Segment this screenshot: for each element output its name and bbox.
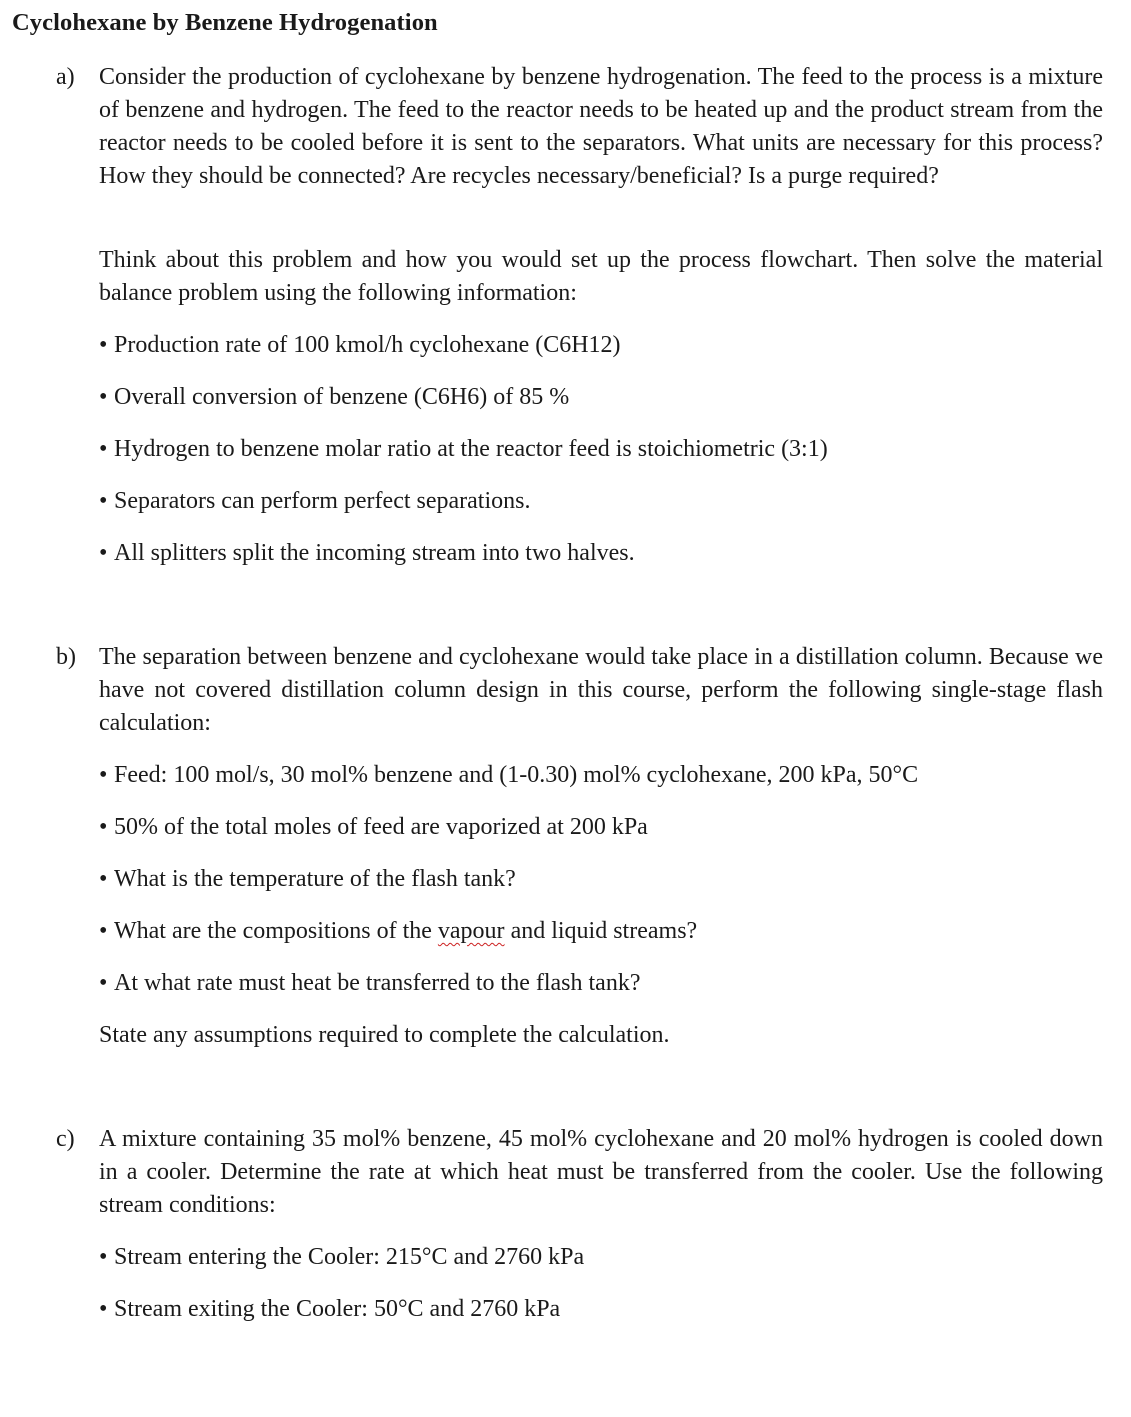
- section-b-closing: State any assumptions required to complete the calculation.: [99, 1022, 670, 1048]
- bullet-icon: •: [99, 866, 108, 892]
- bullet-text-before: What are the compositions of the: [114, 918, 438, 944]
- section-b-marker: b): [56, 644, 76, 670]
- section-a-bullet: [99, 329, 1103, 362]
- section-b-bullet: [99, 915, 1103, 948]
- section-c-bullet: [99, 1241, 1103, 1274]
- section-a-paragraph-2: Think about this problem and how you would set up the process flowchart. Then solve the material balance problem using the following information:: [99, 247, 1103, 306]
- spellcheck-underlined-word: vapour: [437, 918, 505, 944]
- bullet-icon: •: [99, 1244, 108, 1270]
- bullet-text: Feed: 100 mol/s, 30 mol% benzene and (1-0.30) mol% cyclohexane, 200 kPa, 50°C: [114, 762, 919, 788]
- section-b-bullet: [99, 811, 1103, 844]
- bullet-icon: •: [99, 762, 108, 788]
- section-b-bullet: [99, 759, 1103, 792]
- bullet-text: Hydrogen to benzene molar ratio at the reactor feed is stoichiometric (3:1): [114, 436, 828, 462]
- bullet-text: All splitters split the incoming stream into two halves.: [114, 540, 635, 566]
- bullet-icon: •: [99, 814, 108, 840]
- bullet-icon: •: [99, 540, 108, 566]
- bullet-icon: •: [99, 970, 108, 996]
- bullet-icon: •: [99, 436, 108, 462]
- section-b-paragraph-1: The separation between benzene and cyclohexane would take place in a distillation column. Because we have not covered distillation column design in this course, perform the following single-stage flash calculation:: [99, 644, 1103, 736]
- bullet-text: What is the temperature of the flash tank?: [114, 866, 516, 892]
- bullet-text: Overall conversion of benzene (C6H6) of 85 %: [114, 384, 570, 410]
- bullet-text: 50% of the total moles of feed are vaporized at 200 kPa: [114, 814, 648, 840]
- bullet-text-after: and liquid streams?: [504, 918, 698, 944]
- section-c-paragraph-1: A mixture containing 35 mol% benzene, 45 mol% cyclohexane and 20 mol% hydrogen is cooled down in a cooler. Determine the rate at which heat must be transferred from the cooler. Use the following stream conditions:: [99, 1126, 1103, 1218]
- bullet-icon: •: [99, 332, 108, 358]
- section-a-marker: a): [56, 64, 75, 90]
- section-a-paragraph-1: Consider the production of cyclohexane by benzene hydrogenation. The feed to the process is a mixture of benzene and hydrogen. The feed to the reactor needs to be heated up and the product stream from the reactor needs to be cooled before it is sent to the separators. What units are necessary for this process? How they should be connected? Are recycles necessary/beneficial? Is a purge required?: [99, 64, 1103, 189]
- section-a-bullet: [99, 381, 1103, 414]
- bullet-text: Stream entering the Cooler: 215°C and 2760 kPa: [114, 1244, 585, 1270]
- bullet-text: Separators can perform perfect separations.: [114, 488, 531, 514]
- section-c-marker: c): [56, 1126, 75, 1152]
- document-title: Cyclohexane by Benzene Hydrogenation: [12, 9, 438, 36]
- section-c-bullet: [99, 1293, 1103, 1326]
- section-b-bullet: [99, 967, 1103, 1000]
- bullet-text: Stream exiting the Cooler: 50°C and 2760 kPa: [114, 1296, 561, 1322]
- bullet-text: Production rate of 100 kmol/h cyclohexane (C6H12): [114, 332, 621, 358]
- section-b-bullet: [99, 863, 1103, 896]
- section-a-bullet: [99, 537, 1103, 570]
- bullet-icon: •: [99, 1296, 108, 1322]
- bullet-icon: •: [99, 918, 108, 944]
- bullet-icon: •: [99, 488, 108, 514]
- section-a-bullet: [99, 433, 1103, 466]
- bullet-icon: •: [99, 384, 108, 410]
- section-a-bullet: [99, 485, 1103, 518]
- bullet-text: At what rate must heat be transferred to the flash tank?: [114, 970, 641, 996]
